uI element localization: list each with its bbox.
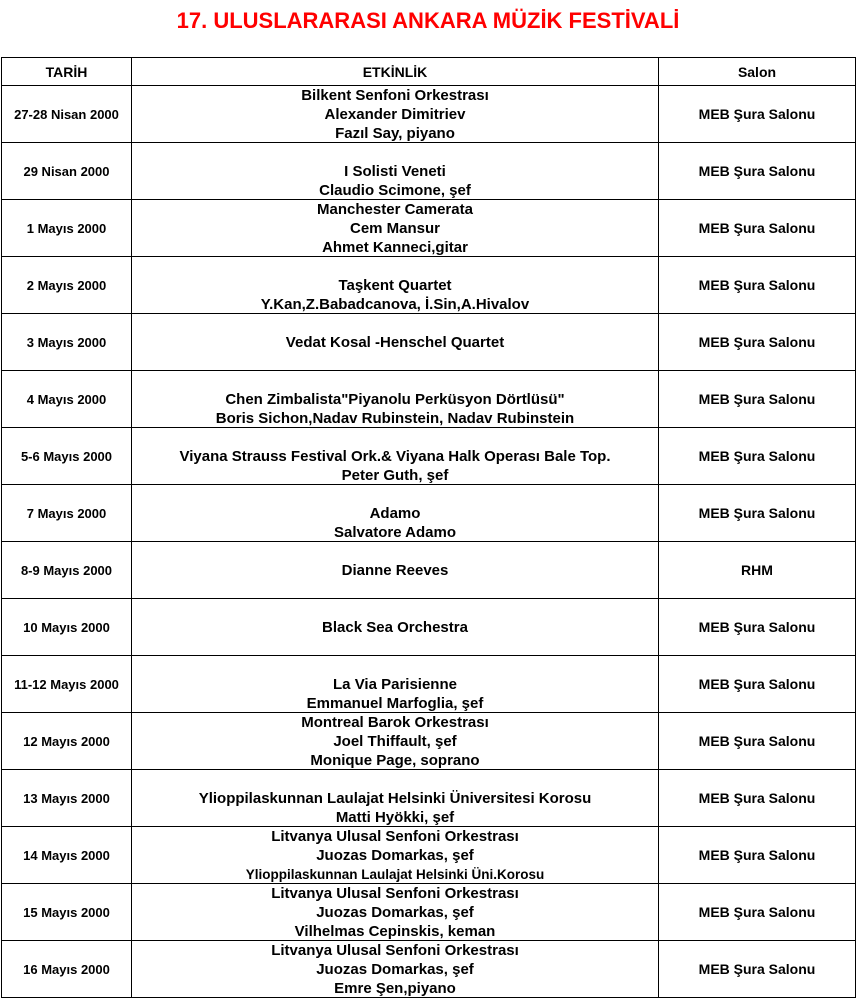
event-line: Juozas Domarkas, şef [316, 846, 474, 864]
event-line: Fazıl Say, piyano [335, 124, 455, 142]
event-date: 5-6 Mayıs 2000 [2, 428, 132, 485]
header-event: ETKİNLİK [132, 58, 659, 86]
event-line: Adamo [369, 505, 421, 522]
event-line: Ylioppilaskunnan Laulajat Helsinki Üni.Korosu [245, 866, 545, 882]
event-line: Montreal Barok Orkestrası [301, 713, 489, 731]
event-line: Bilkent Senfoni Orkestrası [301, 86, 489, 104]
event-date: 16 Mayıs 2000 [2, 941, 132, 998]
event-line: Vilhelmas Cepinskis, keman [294, 922, 496, 940]
event-date: 2 Mayıs 2000 [2, 257, 132, 314]
event-salon: MEB Şura Salonu [659, 485, 856, 542]
event-line: Litvanya Ulusal Senfoni Orkestrası [271, 941, 519, 959]
table-row [2, 770, 856, 827]
table-row [2, 827, 856, 884]
event-line: Dianne Reeves [341, 561, 449, 579]
event-details [132, 314, 659, 371]
event-salon: MEB Şura Salonu [659, 428, 856, 485]
event-details [132, 257, 659, 314]
table-row [2, 86, 856, 143]
event-salon: MEB Şura Salonu [659, 770, 856, 827]
event-details [132, 428, 659, 485]
event-line: Emmanuel Marfoglia, şef [306, 695, 484, 712]
table-row [2, 941, 856, 998]
event-line: Taşkent Quartet [338, 277, 452, 294]
event-salon: MEB Şura Salonu [659, 371, 856, 428]
table-row [2, 884, 856, 941]
event-date: 7 Mayıs 2000 [2, 485, 132, 542]
event-salon: RHM [659, 542, 856, 599]
table-row [2, 713, 856, 770]
event-line: Matti Hyökki, şef [335, 809, 455, 826]
event-salon: MEB Şura Salonu [659, 257, 856, 314]
table-row [2, 200, 856, 257]
event-line: Juozas Domarkas, şef [316, 960, 474, 978]
event-line: Joel Thiffault, şef [333, 732, 457, 750]
event-salon: MEB Şura Salonu [659, 656, 856, 713]
event-salon: MEB Şura Salonu [659, 314, 856, 371]
event-line: Viyana Strauss Festival Ork.& Viyana Halk Operası Bale Top. [179, 448, 611, 465]
event-line: Peter Guth, şef [341, 467, 449, 484]
event-line: Ylioppilaskunnan Laulajat Helsinki Üniversitesi Korosu [198, 790, 592, 807]
event-details [132, 827, 659, 884]
event-date: 4 Mayıs 2000 [2, 371, 132, 428]
event-date: 15 Mayıs 2000 [2, 884, 132, 941]
event-date: 11-12 Mayıs 2000 [2, 656, 132, 713]
event-details [132, 485, 659, 542]
event-details [132, 200, 659, 257]
header-date: TARİH [2, 58, 132, 86]
event-details [132, 884, 659, 941]
event-details [132, 143, 659, 200]
event-date: 3 Mayıs 2000 [2, 314, 132, 371]
event-line: Salvatore Adamo [334, 524, 456, 541]
event-salon: MEB Şura Salonu [659, 143, 856, 200]
table-row [2, 599, 856, 656]
event-salon: MEB Şura Salonu [659, 200, 856, 257]
event-date: 14 Mayıs 2000 [2, 827, 132, 884]
event-line: Alexander Dimitriev [324, 105, 466, 123]
event-line: Chen Zimbalista"Piyanolu Perküsyon Dörtlüsü" [225, 391, 565, 408]
table-row [2, 485, 856, 542]
table-row [2, 371, 856, 428]
event-line: Litvanya Ulusal Senfoni Orkestrası [271, 884, 519, 902]
event-salon: MEB Şura Salonu [659, 599, 856, 656]
event-date: 8-9 Mayıs 2000 [2, 542, 132, 599]
event-details [132, 86, 659, 143]
event-salon: MEB Şura Salonu [659, 86, 856, 143]
event-date: 12 Mayıs 2000 [2, 713, 132, 770]
event-date: 29 Nisan 2000 [2, 143, 132, 200]
event-line: I Solisti Veneti [344, 163, 446, 180]
event-line: Vedat Kosal -Henschel Quartet [285, 333, 505, 351]
event-details [132, 770, 659, 827]
table-row [2, 656, 856, 713]
event-line: Claudio Scimone, şef [319, 182, 471, 199]
event-details [132, 713, 659, 770]
event-line: La Via Parisienne [333, 676, 457, 693]
table-row [2, 143, 856, 200]
event-salon: MEB Şura Salonu [659, 941, 856, 998]
schedule-body [2, 86, 856, 998]
table-row [2, 257, 856, 314]
event-line: Manchester Camerata [317, 200, 473, 218]
event-details [132, 599, 659, 656]
event-details [132, 371, 659, 428]
event-line: Emre Şen,piyano [334, 979, 456, 997]
table-row [2, 314, 856, 371]
event-date: 10 Mayıs 2000 [2, 599, 132, 656]
event-date: 13 Mayıs 2000 [2, 770, 132, 827]
event-line: Boris Sichon,Nadav Rubinstein, Nadav Rubinstein [215, 410, 575, 427]
event-line: Cem Mansur [349, 219, 441, 237]
header-row [2, 58, 856, 86]
table-row [2, 428, 856, 485]
event-line: Litvanya Ulusal Senfoni Orkestrası [271, 827, 519, 845]
event-salon: MEB Şura Salonu [659, 713, 856, 770]
event-line: Monique Page, soprano [310, 751, 480, 769]
event-line: Ahmet Kanneci,gitar [322, 238, 468, 256]
page-title: 17. ULUSLARARASI ANKARA MÜZİK FESTİVALİ [176, 8, 680, 33]
event-date: 27-28 Nisan 2000 [2, 86, 132, 143]
table-row [2, 542, 856, 599]
header-salon: Salon [659, 58, 856, 86]
event-line: Black Sea Orchestra [322, 618, 468, 636]
event-salon: MEB Şura Salonu [659, 884, 856, 941]
schedule-table [1, 57, 856, 998]
event-details [132, 941, 659, 998]
event-details [132, 542, 659, 599]
event-date: 1 Mayıs 2000 [2, 200, 132, 257]
event-line: Y.Kan,Z.Babadcanova, İ.Sin,A.Hivalov [260, 296, 530, 313]
event-salon: MEB Şura Salonu [659, 827, 856, 884]
event-details [132, 656, 659, 713]
event-line: Juozas Domarkas, şef [316, 903, 474, 921]
